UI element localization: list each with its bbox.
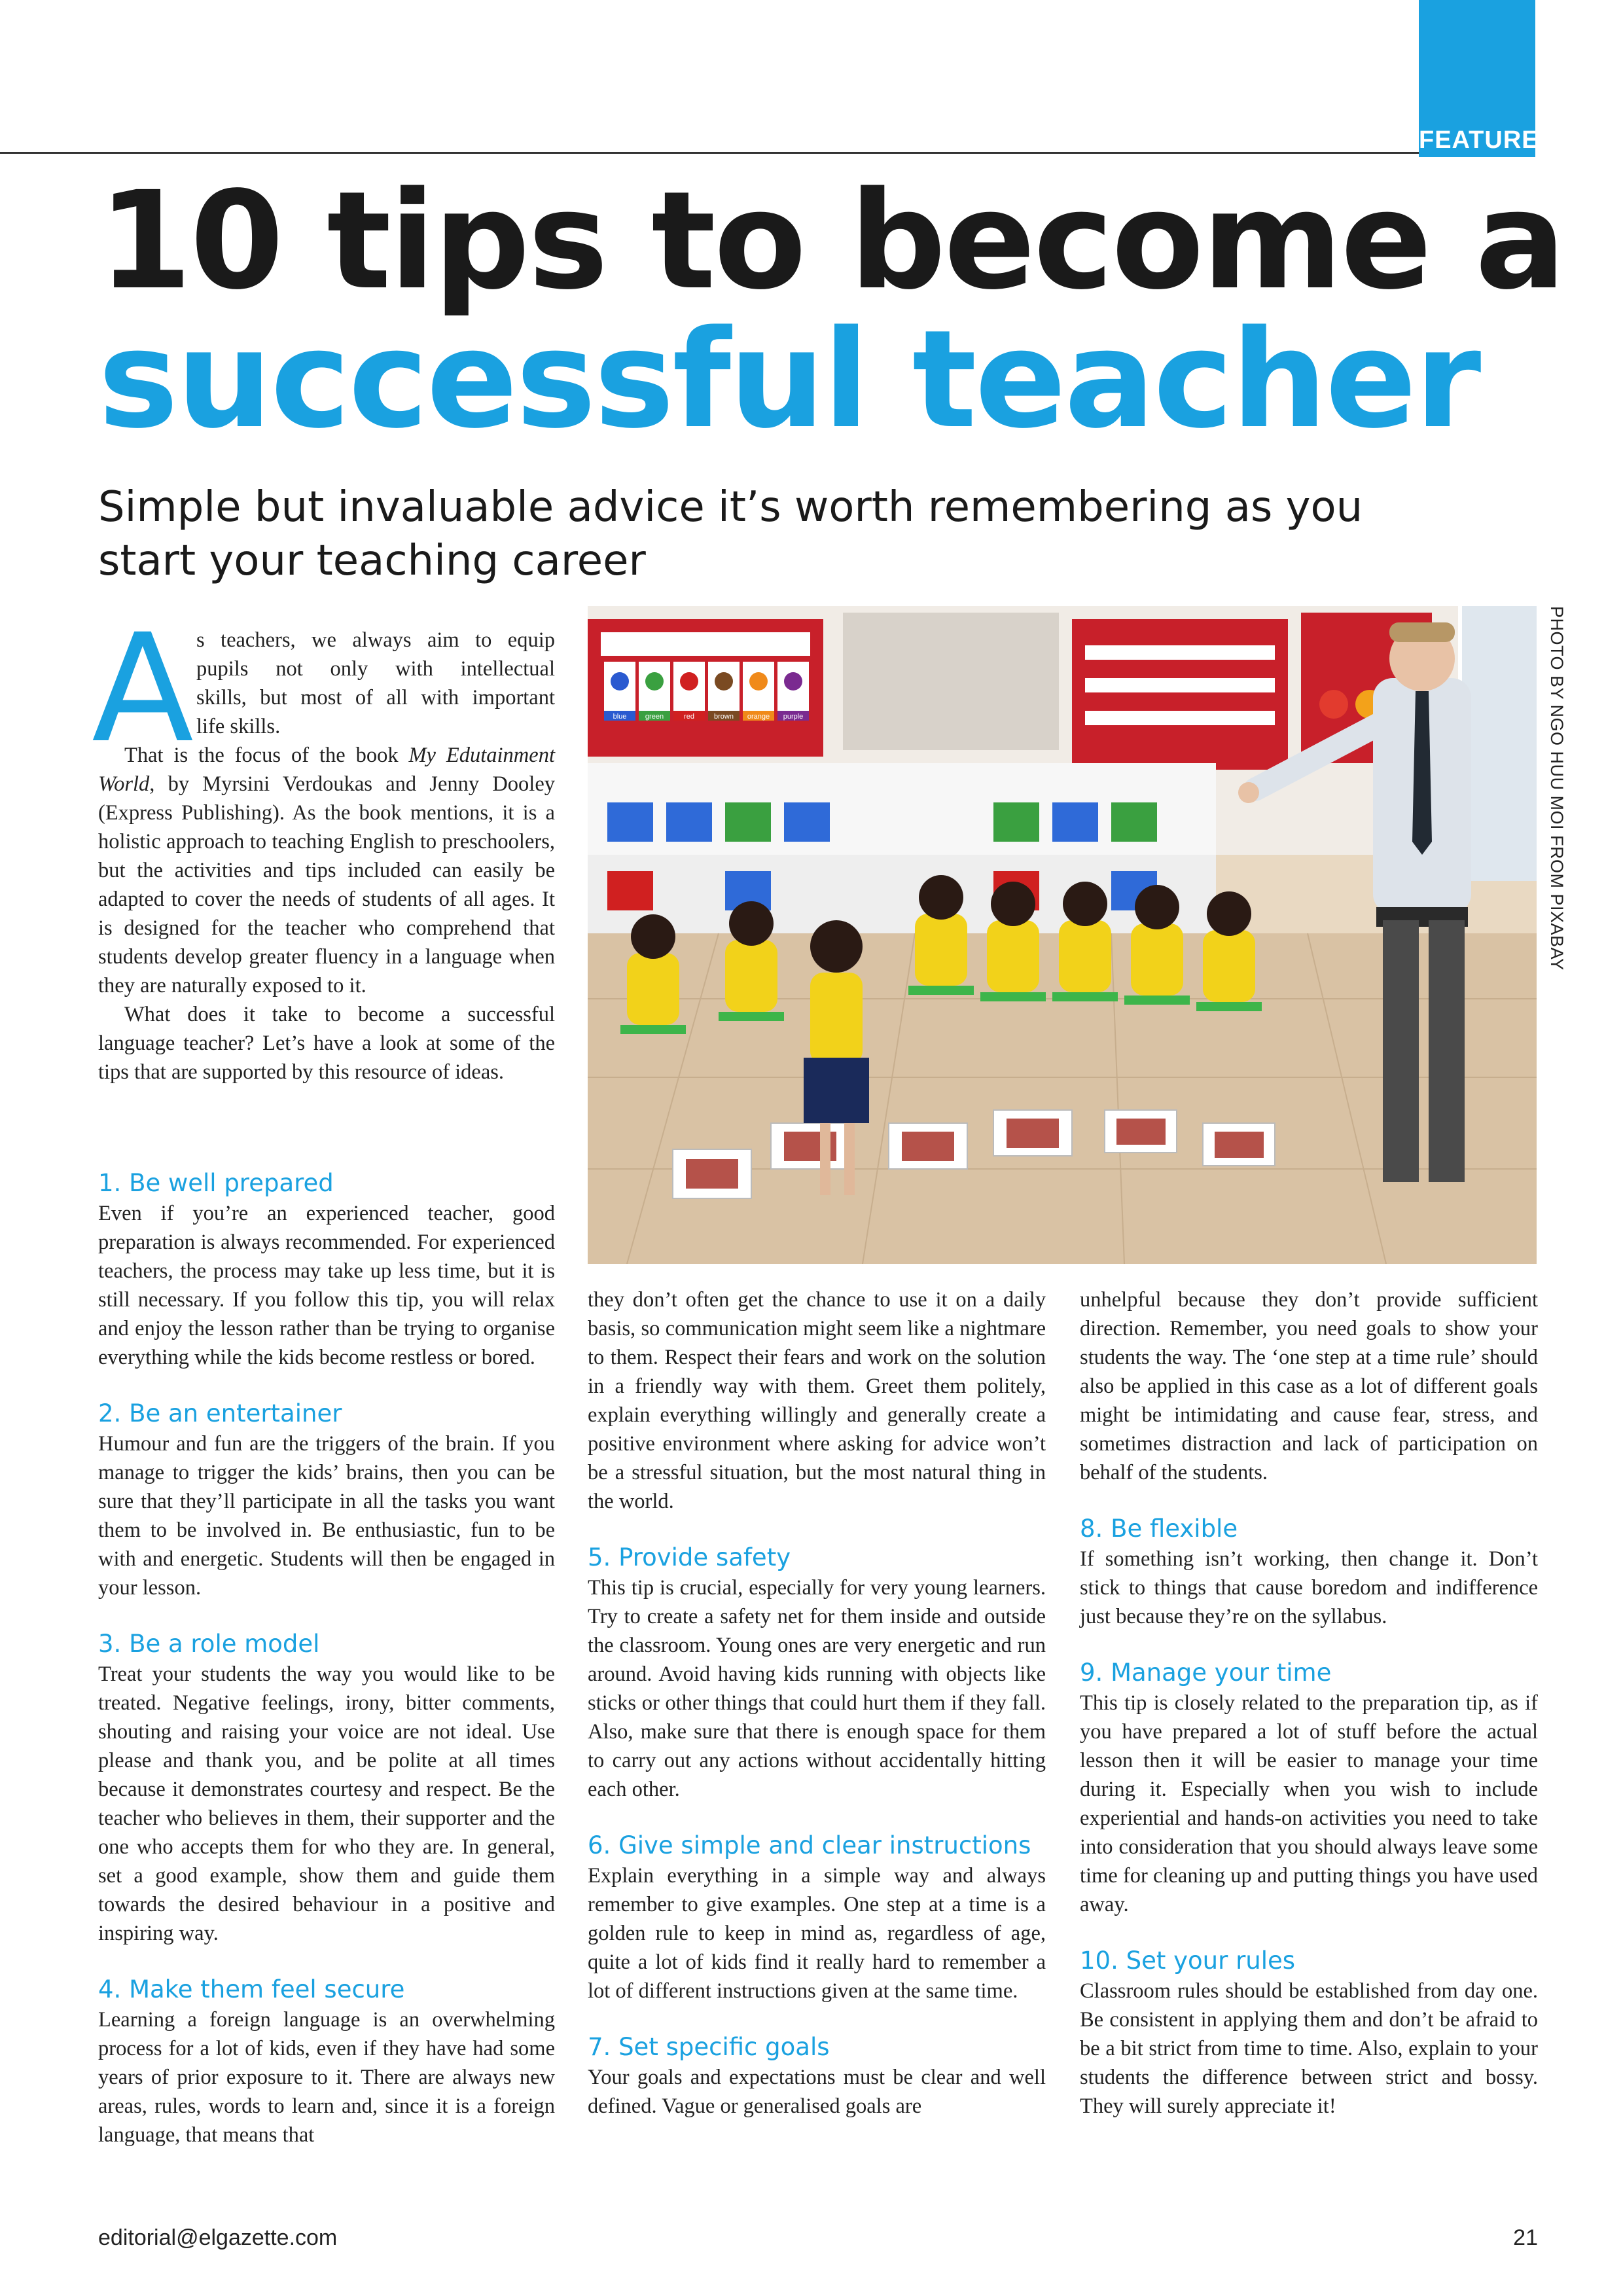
intro-line: s teachers, we always aim to equip: [196, 628, 555, 652]
chart-label-blue: blue: [613, 713, 627, 721]
intro-p2-end: , by Myrsini Verdoukas and Jenny Dooley (Express Publishing). As the book mentions, it is a holistic approach to teaching English to preschoolers, but the activities and tips included can easily be adapted to cover the needs of students of all ages. It is designed for the teacher who comprehend that students develop greater fluency in a language when they are naturally exposed to it.: [98, 772, 555, 997]
footer-email[interactable]: editorial@elgazette.com: [98, 2225, 338, 2250]
intro-paragraph-2: [98, 741, 555, 1000]
title-line-1: 10 tips to become a: [98, 162, 1564, 319]
book-title: My Edutainment World: [98, 744, 555, 796]
tip-heading: 10. Set your rules: [1080, 1946, 1296, 1975]
chart-label-green: green: [645, 713, 664, 721]
tip-body: Even if you’re an experienced teacher, good preparation is always recommended. For experienced teachers, the process may take up less time, but it is still necessary. If you follow this tip, you will relax and enjoy the lesson rather than be trying to organise everything while the kids become restless or bored.: [98, 1202, 555, 1369]
tip-heading: 9. Manage your time: [1080, 1659, 1332, 1687]
intro-p2-start: That is the focus of the book: [124, 744, 409, 767]
intro-line: life skills.: [196, 715, 281, 738]
tip-body: This tip is crucial, especially for very young learners. Try to create a safety net for them inside and outside the classroom. Young ones are very energetic and run around. Avoid having kids running with objects like sticks or other things that could hurt them if they fall. Also, make sure that there is enough space for them to carry out any actions without accidentally hitting each other.: [588, 1576, 1046, 1801]
classroom-illustration: [588, 606, 1537, 1264]
tip-heading: 7. Set specific goals: [588, 2033, 830, 2061]
chart-label-purple: purple: [783, 713, 804, 721]
article-title: [98, 162, 1564, 459]
tip-body: Your goals and expectations must be clear and well defined. Vague or generalised goals are: [588, 2066, 1046, 2118]
tip-body-continued: unhelpful because they don’t provide sufficient direction. Remember, you need goals to show your students the way. The ‘one step at a time rule’ should also be applied in this case as a lot of different goals might be intimidating and cause fear, stress, and sometimes distraction and lack of participation on behalf of the students.: [1080, 1288, 1538, 1484]
header-rule: [0, 152, 1535, 154]
column-3: [1080, 1285, 1538, 2121]
section-label: FEATURE: [1419, 126, 1539, 154]
title-line-2: successful teacher: [98, 301, 1480, 459]
intro-paragraph-3: What does it take to become a successful language teacher? Let’s have a look at some of the tips that are supported by this resource of ideas.: [98, 1003, 555, 1084]
chart-label-orange: orange: [747, 713, 770, 721]
tip-body: If something isn’t working, then change it. Don’t stick to things that cause boredom and indifference just because they’re on the syllabus.: [1080, 1547, 1538, 1628]
tip-body: Humour and fun are the triggers of the brain. If you manage to trigger the kids’ brains, then you can be sure that they’ll participate in all the tasks you want them to be involved in. Be enthusiastic, fun to be with and energetic. Students will then be engaged in your lesson.: [98, 1432, 555, 1600]
photo-credit: [1544, 606, 1571, 1264]
tip-body: This tip is closely related to the preparation tip, as if you have prepared a lot of stuff before the actual lesson then it will be easier to manage your time during it. Especially when you wish to include experiential and hands-on activities you need to take into consideration that you should always leave some time for cleaning up and putting things you have used away.: [1080, 1691, 1538, 1916]
drop-cap: A: [92, 601, 194, 776]
intro-line: skills, but most of all with important: [196, 686, 555, 709]
column-1-tips: [98, 1169, 555, 2149]
tip-body: Learning a foreign language is an overwhelming process for a lot of kids, even if they have had some years of prior exposure to it. There are always new areas, rules, words to learn and, since it is a foreign language, that means that: [98, 2008, 555, 2147]
standfirst: Simple but invaluable advice it’s worth remembering as you start your teaching career: [98, 483, 1363, 585]
photo-credit-text: PHOTO BY NGO HUU MOI FROM PIXABAY: [1547, 606, 1567, 971]
tip-heading: 5. Provide safety: [588, 1543, 791, 1571]
tip-heading: 8. Be flexible: [1080, 1515, 1238, 1543]
tip-heading: 1. Be well prepared: [98, 1169, 334, 1197]
intro-line: pupils not only with intellectual: [196, 657, 555, 681]
tip-body: Classroom rules should be established from day one. Be consistent in applying them and don’t be afraid to be a bit strict from time to time. Also, explain to your students the difference between strict and bossy. They will surely appreciate it!: [1080, 1979, 1538, 2118]
tip-body: Explain everything in a simple way and always remember to give examples. One step at a time is a golden rule to keep in mind as, regardless of age, quite a lot of kids find it really hard to remember a lot of different instructions given at the same time.: [588, 1864, 1046, 2003]
tip-heading: 4. Make them feel secure: [98, 1975, 405, 2003]
page-number: 21: [1513, 2225, 1538, 2250]
tip-body-continued: they don’t often get the chance to use it on a daily basis, so communication might seem like a nightmare to them. Respect their fears and work on the solution in a friendly way with them. Greet them politely, explain everything willingly and generally create a positive environment where asking for advice won’t be a stressful situation, but the most natural thing in the world.: [588, 1288, 1046, 1513]
classroom-photo: [588, 606, 1537, 1264]
tip-heading: 3. Be a role model: [98, 1630, 320, 1658]
column-2: [588, 1285, 1046, 2121]
tip-body: Treat your students the way you would like to be treated. Negative feelings, irony, bitter comments, shouting and raising your voice are not ideal. Use please and thank you, and be polite at all times because it demonstrates courtesy and respect. Be the teacher who believes in them, their supporter and the one who accepts them for who they are. In general, set a good example, show them and guide them towards the desired behaviour in a positive and inspiring way.: [98, 1662, 555, 1945]
chart-label-red: red: [684, 713, 694, 721]
intro-text: [98, 626, 555, 1086]
tip-heading: 2. Be an entertainer: [98, 1399, 342, 1427]
chart-label-brown: brown: [714, 713, 734, 721]
tip-heading: 6. Give simple and clear instructions: [588, 1831, 1031, 1859]
